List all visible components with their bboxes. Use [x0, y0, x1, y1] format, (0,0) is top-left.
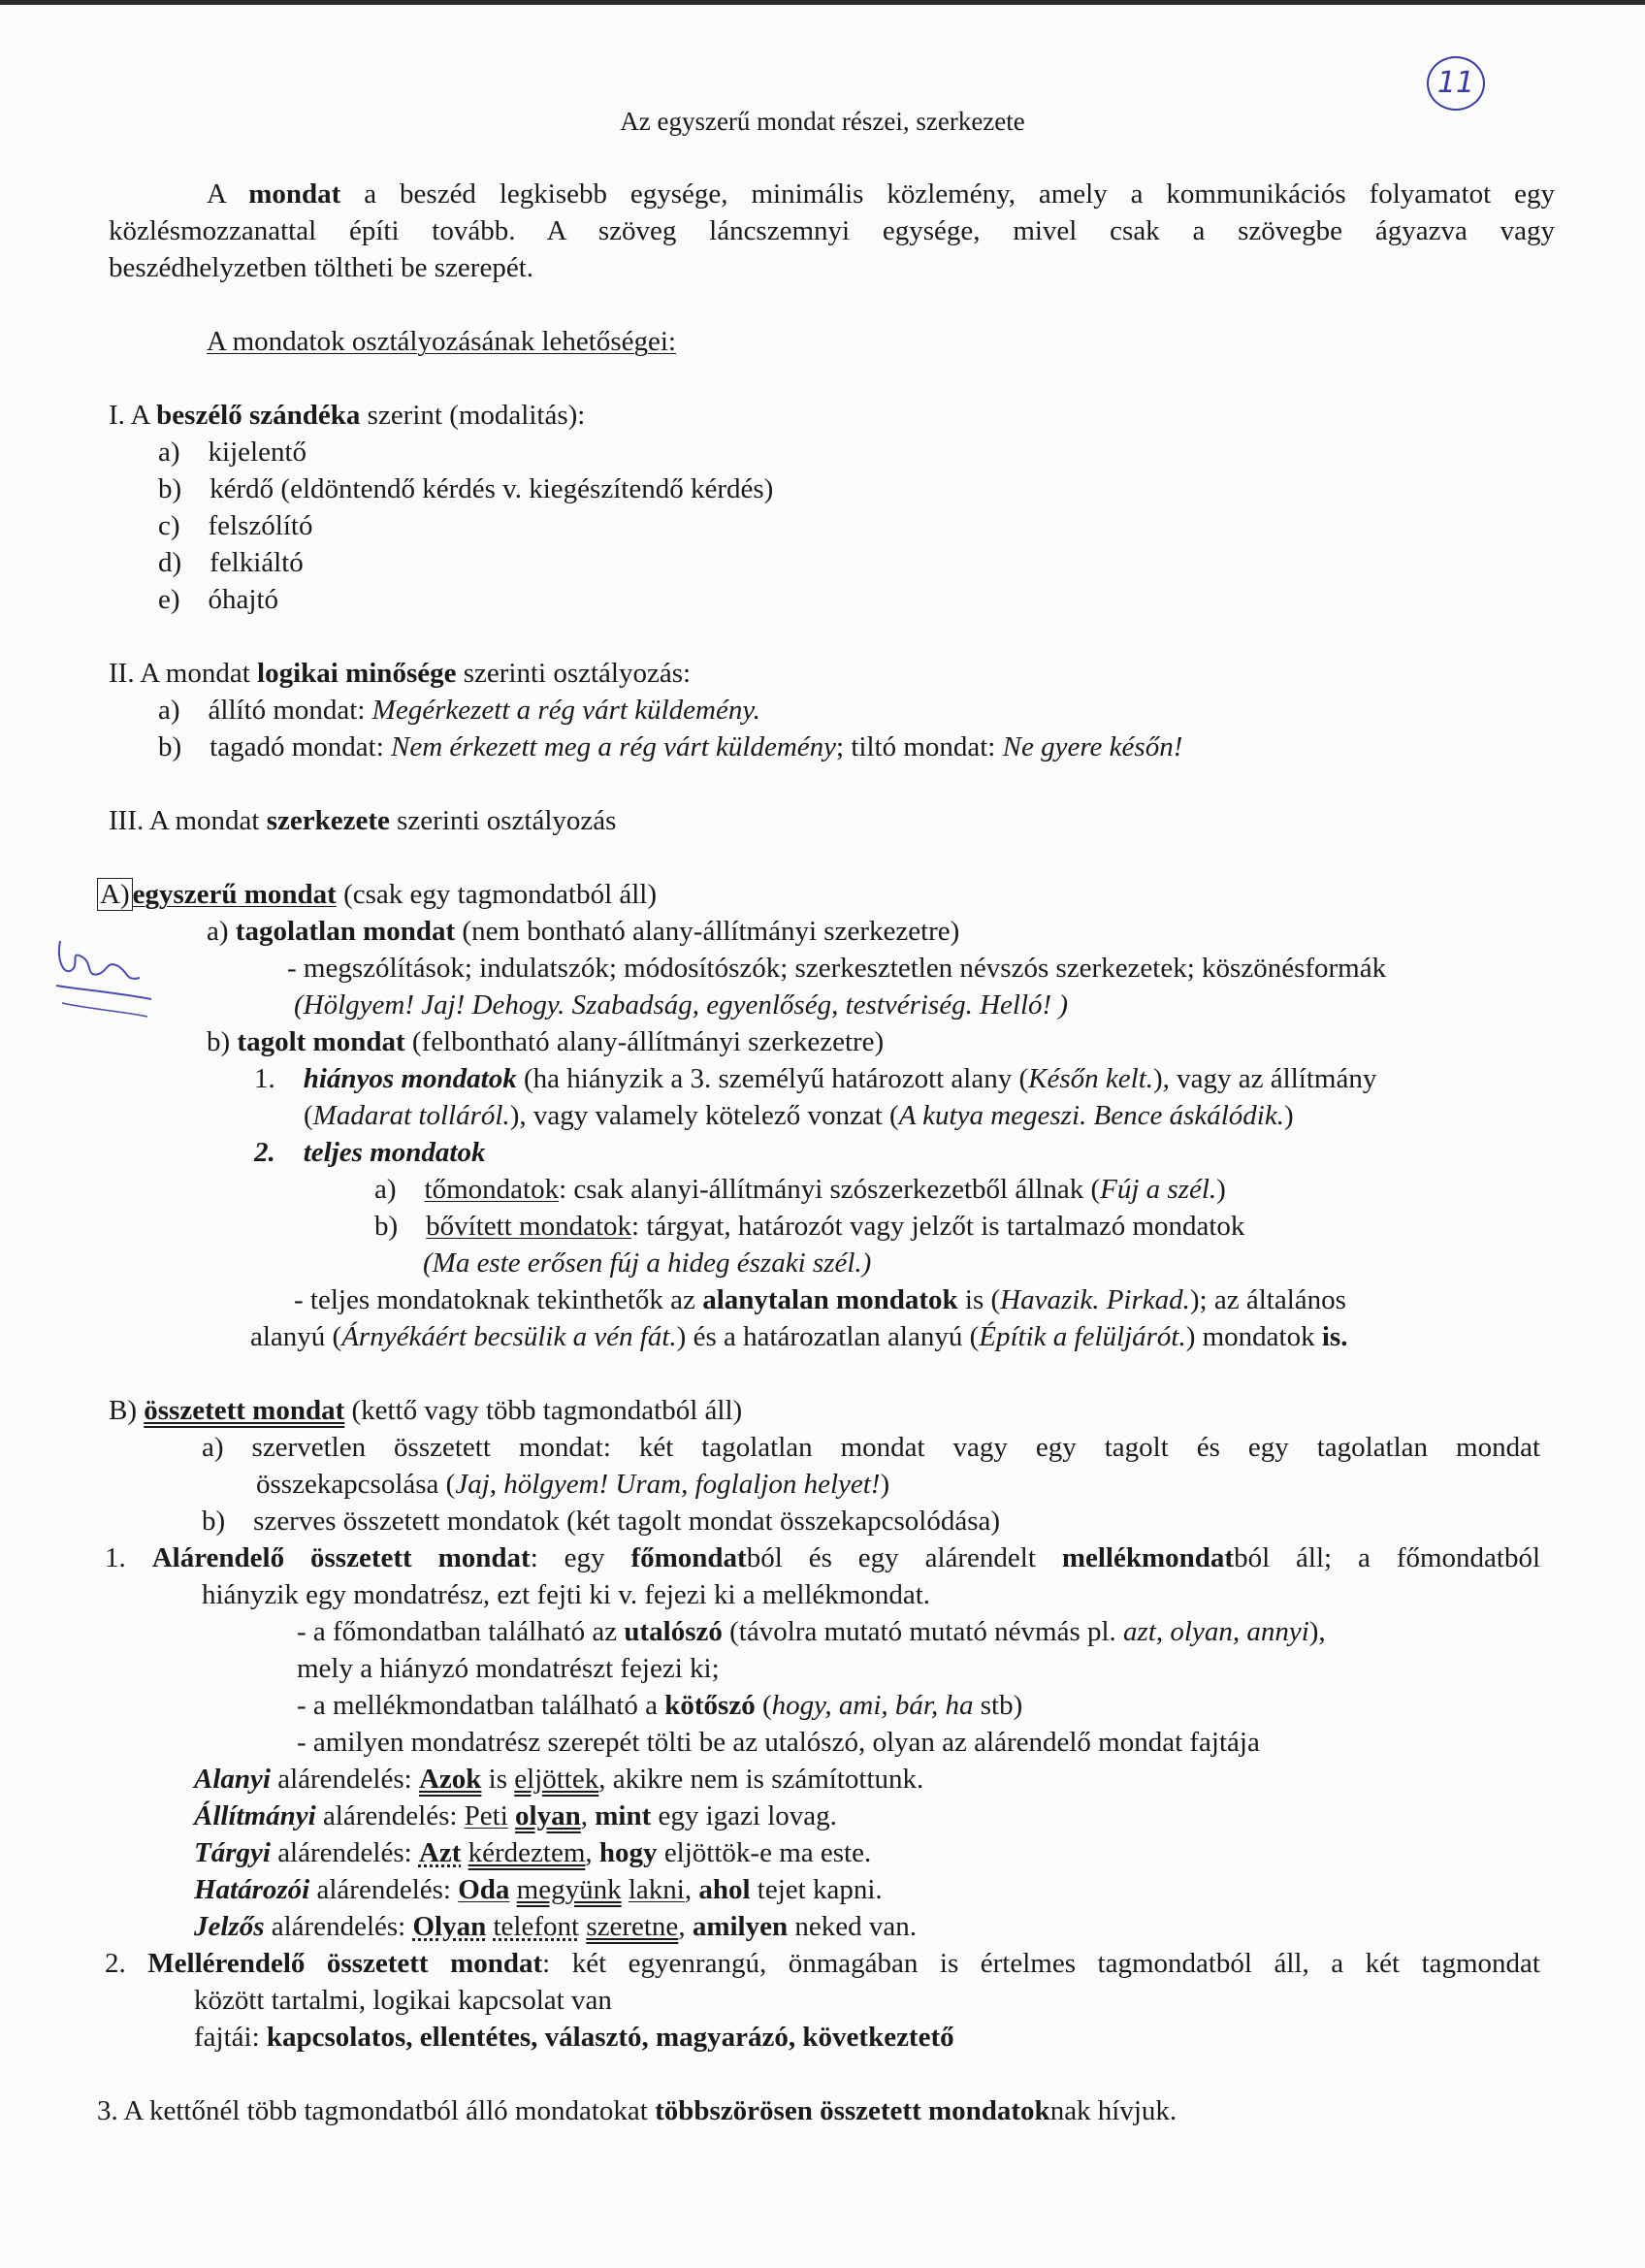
example-line: (Ma este erősen fúj a hideg északi szél.) [423, 1247, 872, 1279]
compound-complex-note: 3. A kettőnél több tagmondatból álló mondatokat többszörösen összetett mondatoknak hívjuk. [97, 2095, 1177, 2126]
list-item: alanyú (Árnyékáért becsülik a vén fát.) és a határozatlan alanyú (Építik a felüljárót.) mondatok is. [250, 1321, 1348, 1352]
list-item: összekapcsolása (Jaj, hölgyem! Uram, foglaljon helyet!) [256, 1469, 890, 1500]
intro-line-1: A mondat a beszéd legkisebb egysége, minimális közlemény, amely a kommunikációs folyamatot egy [207, 178, 1556, 210]
list-item: (Madarat tolláról.), vagy valamely kötelező vonzat (A kutya megeszi. Bence áskálódik.) [304, 1100, 1294, 1131]
list-item: b) tagadó mondat: Nem érkezett meg a rég várt küldemény; tiltó mondat: Ne gyere későn! [158, 731, 1183, 762]
example-allitmanyi: Állítmányi alárendelés: Peti olyan, mint egy igazi lovag. [194, 1800, 837, 1831]
list-item: mely a hiányzó mondatrészt fejezi ki; [297, 1653, 720, 1684]
section-1-heading: I. A beszélő szándéka szerint (modalitás): [109, 400, 586, 431]
list-item: d) felkiáltó [158, 547, 304, 578]
list-item: a) állító mondat: Megérkezett a rég várt küldemény. [158, 695, 760, 726]
list-item: b) szerves összetett mondatok (két tagolt mondat összekapcsolódása) [202, 1506, 1001, 1537]
section-subtitle: A mondatok osztályozásának lehetőségei: [207, 326, 676, 357]
page-title: Az egyszerű mondat részei, szerkezete [620, 107, 1025, 136]
list-item: - teljes mondatoknak tekinthetők az alanytalan mondatok is (Havazik. Pirkad.); az általános [294, 1284, 1346, 1315]
list-item: hiányzik egy mondatrész, ezt fejti ki v. fejezi ki a mellékmondat. [202, 1579, 931, 1610]
list-item: - amilyen mondatrész szerepét tölti be az utalószó, olyan az alárendelő mondat fajtája [297, 1727, 1260, 1758]
list-item: fajtái: kapcsolatos, ellentétes, választó, magyarázó, következtető [194, 2022, 954, 2053]
intro-line-2: közlésmozzanattal építi tovább. A szöveg láncszemnyi egysége, mivel csak a szövegbe ágyazva vagy [109, 215, 1555, 246]
part-a-letter-box: A) [97, 878, 133, 911]
handwritten-note-scribble [50, 931, 159, 1024]
example-targyi: Tárgyi alárendelés: Azt kérdeztem, hogy eljöttök-e ma este. [194, 1837, 872, 1868]
list-item: c) felszólító [158, 510, 313, 541]
list-item: a) tőmondatok: csak alanyi-állítmányi szószerkezetből állnak (Fúj a szél.) [374, 1174, 1226, 1205]
subordinate-heading: 1. Alárendelő összetett mondat: egy főmondatból és egy alárendelt mellékmondatból áll; a főmondatból [105, 1542, 1541, 1573]
list-item: b) kérdő (eldöntendő kérdés v. kiegészítendő kérdés) [158, 473, 774, 504]
section-3-heading: III. A mondat szerkezete szerinti osztályozás [109, 805, 617, 836]
list-item: között tartalmi, logikai kapcsolat van [194, 1985, 612, 2016]
section-2-heading: II. A mondat logikai minősége szerinti osztályozás: [109, 658, 692, 689]
scan-edge [0, 0, 1645, 5]
list-item: a) kijelentő [158, 437, 307, 468]
list-item: 1. hiányos mondatok (ha hiányzik a 3. személyű határozott alany (Későn kelt.), vagy az állítmány [254, 1063, 1377, 1094]
coordinate-heading: 2. Mellérendelő összetett mondat: két egyenrangú, önmagában is értelmes tagmondatból áll, a két tagmondat [105, 1948, 1540, 1979]
list-item: a) szervetlen összetett mondat: két tagolatlan mondat vagy egy tagolt és egy tagolatlan mondat [202, 1432, 1540, 1463]
example-line: (Hölgyem! Jaj! Dehogy. Szabadság, egyenlőség, testvériség. Helló! ) [294, 989, 1069, 1021]
list-item: a) tagolatlan mondat (nem bontható alany-állítmányi szerkezetre) [207, 916, 960, 947]
part-b-heading: B) összetett mondat (kettő vagy több tagmondatból áll) [109, 1395, 743, 1426]
page-number-circled: 11 [1427, 56, 1485, 111]
example-jelzos: Jelzős alárendelés: Olyan telefont szeretne, amilyen neked van. [194, 1911, 917, 1942]
list-item: - a mellékmondatban található a kötőszó (hogy, ami, bár, ha stb) [297, 1690, 1023, 1721]
list-item: e) óhajtó [158, 584, 279, 615]
list-item: - megszólítások; indulatszók; módosítószók; szerkesztetlen névszós szerkezetek; köszönésformák [287, 953, 1387, 984]
list-item: 2. teljes mondatok [254, 1137, 486, 1168]
part-a-heading: A) egyszerű mondat (csak egy tagmondatból áll) [97, 876, 657, 913]
list-item: - a főmondatban található az utalószó (távolra mutató mutató névmás pl. azt, olyan, annyi), [297, 1616, 1326, 1647]
example-hatarozoi: Határozói alárendelés: Oda megyünk lakni, ahol tejet kapni. [194, 1874, 883, 1905]
list-item: b) tagolt mondat (felbontható alany-állítmányi szerkezetre) [207, 1026, 885, 1057]
list-item: b) bővített mondatok: tárgyat, határozót vagy jelzőt is tartalmazó mondatok [374, 1211, 1245, 1242]
example-alanyi: Alanyi alárendelés: Azok is eljöttek, akikre nem is számítottunk. [194, 1764, 924, 1795]
intro-line-3: beszédhelyzetben töltheti be szerepét. [109, 252, 534, 283]
